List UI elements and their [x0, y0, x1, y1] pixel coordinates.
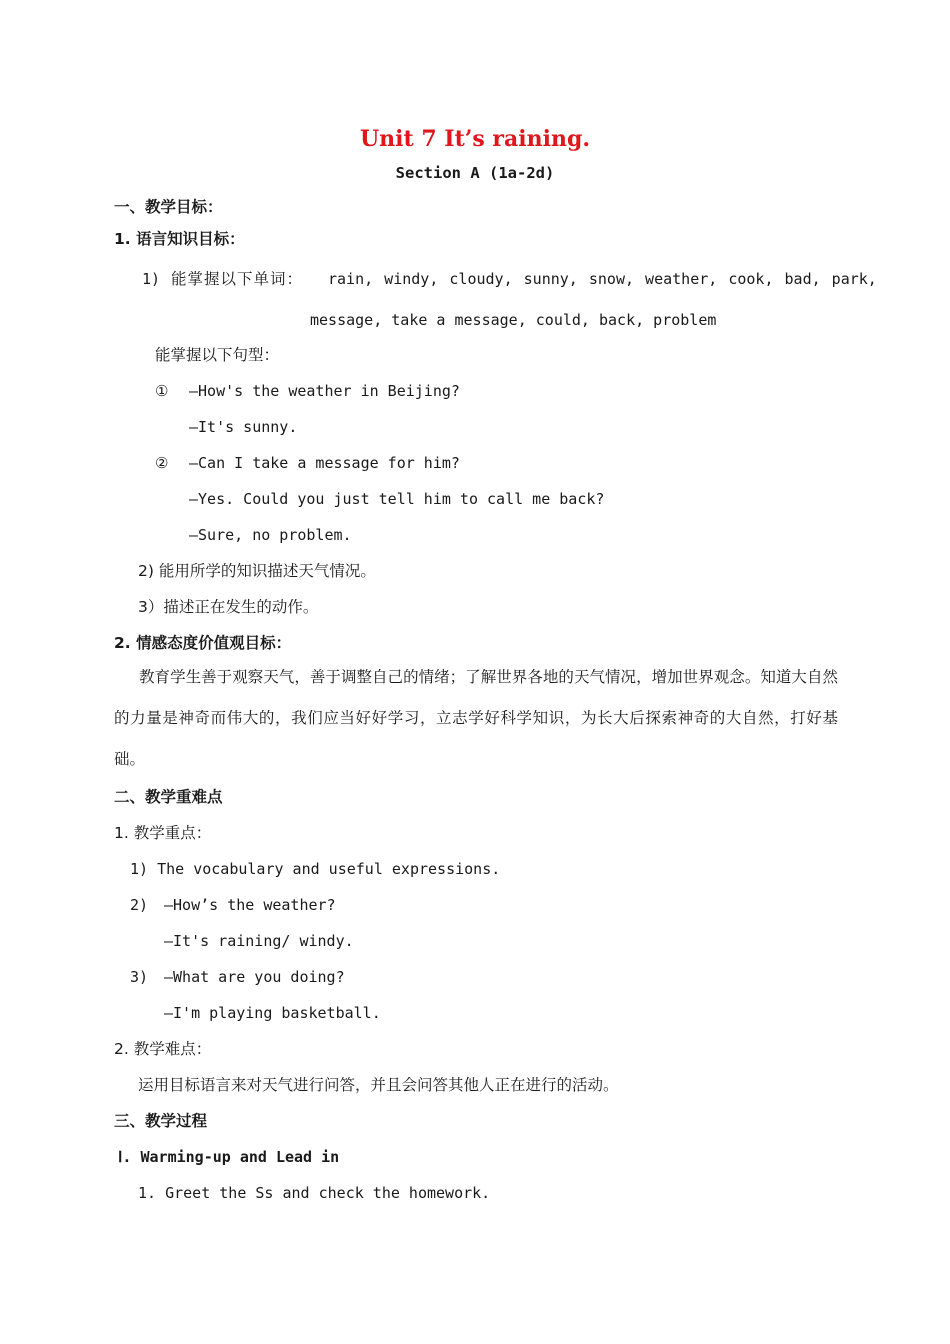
step1-item1: 1. Greet the Ss and check the homework. — [138, 1184, 491, 1202]
pattern1-number: ① — [155, 382, 169, 400]
subheading-language-objectives: 1. 语言知识目标： — [114, 230, 245, 248]
section-heading-key-points: 二、教学重难点 — [114, 788, 223, 806]
key-point-2-question: —How’s the weather? — [164, 896, 336, 914]
key-point-3-answer: —I'm playing basketball. — [164, 1004, 381, 1022]
key-point-3-number: 3) — [130, 968, 149, 986]
item3: 3）描述正在发生的动作。 — [138, 598, 319, 616]
step1-heading: Ⅰ. Warming-up and Lead in — [118, 1148, 340, 1166]
pattern1-question: —How's the weather in Beijing? — [189, 382, 460, 400]
emotional-objectives-paragraph: 教育学生善于观察天气，善于调整自己的情绪；了解世界各地的天气情况，增加世界观念。知道大自然的力量是神奇而伟大的，我们应当好好学习，立志学好科学知识，为长大后探索神奇的大自然，打好基础。 — [114, 668, 838, 768]
pattern2-answer1: —Yes. Could you just tell him to call me back? — [189, 490, 605, 508]
document-subtitle: Section A (1a-2d) — [395, 164, 555, 182]
item1-label: 1) — [142, 270, 161, 288]
pattern2-question: —Can I take a message for him? — [189, 454, 460, 472]
item1-words: rain, windy, cloudy, sunny, snow, weather, cook, bad, park, — [328, 270, 877, 288]
difficult-points-heading: 2. 教学难点： — [114, 1040, 212, 1058]
item1-chinese: 能掌握以下单词： — [171, 270, 304, 288]
key-point-2-number: 2) — [130, 896, 149, 914]
difficult-points-text: 运用目标语言来对天气进行问答，并且会问答其他人正在进行的活动。 — [138, 1076, 619, 1094]
pattern1-answer: —It's sunny. — [189, 418, 298, 436]
key-points-heading: 1. 教学重点： — [114, 824, 212, 842]
section-heading-objectives: 一、教学目标： — [114, 198, 223, 216]
pattern2-number: ② — [155, 454, 169, 472]
pattern-heading: 能掌握以下句型： — [155, 346, 280, 364]
key-point-3-question: —What are you doing? — [164, 968, 345, 986]
section-heading-process: 三、教学过程 — [114, 1112, 208, 1130]
item2: 2) 能用所学的知识描述天气情况。 — [138, 562, 376, 580]
key-point-1: 1) The vocabulary and useful expressions. — [130, 860, 501, 878]
item1-words-cont: message, take a message, could, back, problem — [310, 311, 717, 329]
key-point-2-answer: —It's raining/ windy. — [164, 932, 354, 950]
subheading-emotional-objectives: 2. 情感态度价值观目标： — [114, 634, 292, 652]
document-title: Unit 7 It’s raining. — [359, 126, 591, 152]
pattern2-answer2: —Sure, no problem. — [189, 526, 352, 544]
